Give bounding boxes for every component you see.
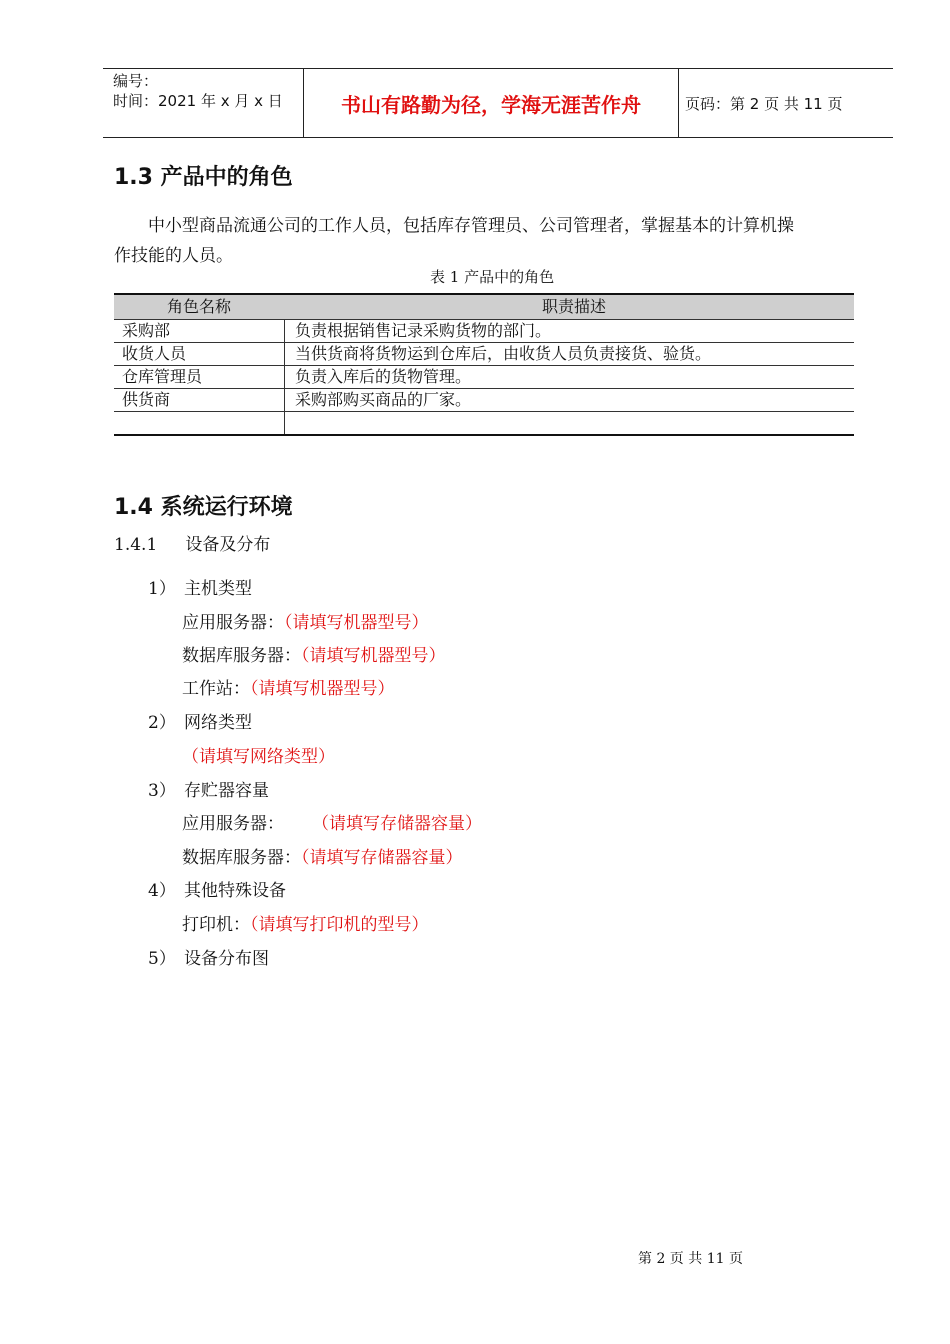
header-code-label: 编号： [113, 72, 159, 90]
table-cell-role: 采购部 [122, 321, 171, 340]
subsection-title: 设备及分布 [185, 535, 271, 555]
header-time-label: 时间：2021 年 x 月 x 日 [113, 92, 283, 110]
table-cell-duty [284, 412, 854, 434]
list-item-number: 3） [148, 781, 176, 801]
spec-placeholder: （请填写机器型号） [250, 679, 395, 699]
list-item-number: 2） [148, 713, 176, 733]
list-item [148, 776, 269, 801]
spec-placeholder: （请填写存储器容量） [312, 814, 482, 834]
header-motto: 书山有路勤为径，学海无涯苦作舟 [341, 92, 641, 117]
spec-line [182, 809, 482, 834]
table-cell-role: 供货商 [122, 390, 171, 409]
spec-line [182, 674, 395, 699]
header-divider [678, 69, 679, 137]
table-row [114, 366, 854, 389]
table-header-row [114, 295, 854, 320]
list-item [148, 574, 252, 599]
subsection-number: 1.4.1 [114, 535, 158, 555]
table-row [114, 389, 854, 412]
page-header [103, 68, 893, 138]
list-item-label: 网络类型 [184, 713, 252, 733]
list-item-number: 4） [148, 881, 176, 901]
list-item-label: 存贮器容量 [184, 781, 269, 801]
list-item [148, 876, 286, 901]
spec-placeholder: （请填写机器型号） [301, 646, 446, 666]
table-cell-role [114, 412, 284, 434]
section-title-1-4: 1.4 系统运行环境 [114, 495, 293, 520]
spec-label: 打印机： [182, 915, 250, 935]
table-row [114, 343, 854, 366]
list-item-number: 5） [148, 949, 176, 969]
paragraph-line-2: 作技能的人员。 [114, 246, 233, 266]
spec-label: 工作站： [182, 679, 250, 699]
spec-label: 应用服务器： [182, 613, 284, 633]
table-header-cell: 角色名称 [166, 297, 231, 316]
table-cell-duty: 负责入库后的货物管理。 [284, 366, 854, 388]
table-cell-role: 仓库管理员 [122, 367, 203, 386]
spec-label: 应用服务器： [182, 814, 284, 834]
table-cell-duty: 负责根据销售记录采购货物的部门。 [284, 320, 854, 342]
section-title-1-3: 1.3 产品中的角色 [114, 165, 293, 190]
header-page-label: 页码：第 2 页 共 11 页 [685, 95, 843, 113]
table-row [114, 320, 854, 343]
list-item-label: 设备分布图 [184, 949, 269, 969]
spec-line [182, 608, 429, 633]
list-item-label: 主机类型 [184, 579, 252, 599]
spec-placeholder: （请填写打印机的型号） [250, 915, 429, 935]
paragraph-line-1: 中小型商品流通公司的工作人员，包括库存管理员、公司管理者，掌握基本的计算机操 [148, 216, 794, 236]
table-header-cell: 职责描述 [541, 297, 606, 316]
list-item-number: 1） [148, 579, 176, 599]
list-item [148, 708, 252, 733]
spec-line [182, 641, 446, 666]
page-footer: 第 2 页 共 11 页 [638, 1251, 743, 1267]
spec-line [182, 910, 429, 935]
spec-placeholder: （请填写存储器容量） [301, 848, 463, 868]
subsection-heading [114, 530, 270, 555]
spec-line [182, 843, 463, 868]
table-cell-duty: 采购部购买商品的厂家。 [284, 389, 854, 411]
spec-label: 数据库服务器： [182, 848, 301, 868]
list-item [148, 944, 269, 969]
list-item-label: 其他特殊设备 [184, 881, 286, 901]
spec-placeholder: （请填写机器型号） [284, 613, 429, 633]
roles-table [114, 293, 854, 436]
table-caption: 表 1 产品中的角色 [430, 268, 555, 286]
spec-placeholder: （请填写网络类型） [182, 747, 335, 767]
table-cell-role: 收货人员 [122, 344, 187, 363]
table-row-empty [114, 412, 854, 436]
header-meta [113, 71, 283, 111]
table-cell-duty: 当供货商将货物运到仓库后，由收货人员负责接货、验货。 [284, 343, 854, 365]
spec-label: 数据库服务器： [182, 646, 301, 666]
